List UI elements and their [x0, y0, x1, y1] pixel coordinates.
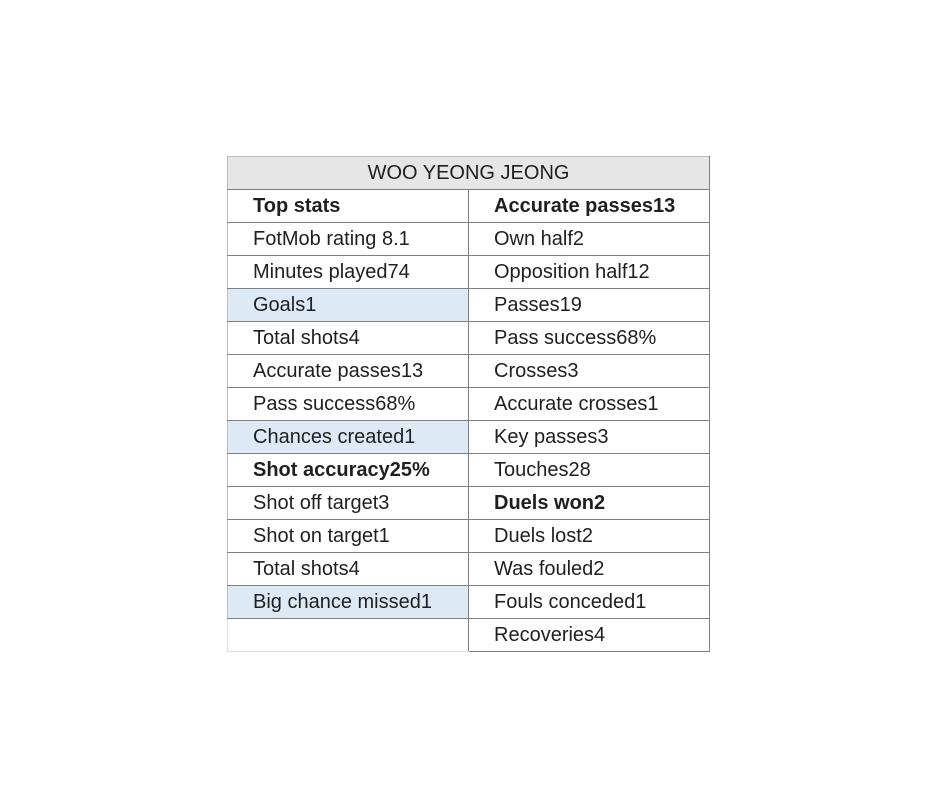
table-row: [228, 190, 710, 223]
table-row: [228, 553, 710, 586]
table-row: [228, 586, 710, 619]
stat-cell-right: Accurate crosses1: [469, 388, 710, 421]
stat-cell-left: FotMob rating 8.1: [228, 223, 469, 256]
stat-cell-right: Own half2: [469, 223, 710, 256]
stat-cell-right: Duels lost2: [469, 520, 710, 553]
stat-cell-left-highlighted: Chances created1: [228, 421, 469, 454]
player-name-title: WOO YEONG JEONG: [228, 157, 710, 190]
stat-cell-left: Pass success68%: [228, 388, 469, 421]
empty-cell: [228, 619, 469, 652]
stat-cell-left: Shot off target3: [228, 487, 469, 520]
stat-cell-left: Minutes played74: [228, 256, 469, 289]
table-title-row: [228, 157, 710, 190]
stat-cell-right: Fouls conceded1: [469, 586, 710, 619]
table-row: [228, 454, 710, 487]
table-row: [228, 487, 710, 520]
stat-cell-left: Shot on target1: [228, 520, 469, 553]
table-row: [228, 388, 710, 421]
stat-cell-left: Total shots4: [228, 322, 469, 355]
stat-cell-right: Recoveries4: [469, 619, 710, 652]
table-row: [228, 223, 710, 256]
table-row: [228, 520, 710, 553]
table-row: [228, 322, 710, 355]
table-row: [228, 355, 710, 388]
player-stats-table: [227, 156, 710, 652]
stat-cell-left: Total shots4: [228, 553, 469, 586]
section-header-accurate-passes: Accurate passes13: [469, 190, 710, 223]
table-row: [228, 289, 710, 322]
section-header-shot-accuracy: Shot accuracy25%: [228, 454, 469, 487]
table-row: [228, 421, 710, 454]
table-row: [228, 256, 710, 289]
stat-cell-left: Accurate passes13: [228, 355, 469, 388]
table-row: [228, 619, 710, 652]
stat-cell-right: Opposition half12: [469, 256, 710, 289]
stat-cell-right: Passes19: [469, 289, 710, 322]
stat-cell-right: Touches28: [469, 454, 710, 487]
section-header-top-stats: Top stats: [228, 190, 469, 223]
stat-cell-right: Crosses3: [469, 355, 710, 388]
stat-cell-left-highlighted: Goals1: [228, 289, 469, 322]
stat-cell-right: Key passes3: [469, 421, 710, 454]
stat-cell-right: Was fouled2: [469, 553, 710, 586]
stat-cell-right: Pass success68%: [469, 322, 710, 355]
section-header-duels-won: Duels won2: [469, 487, 710, 520]
stat-cell-left-highlighted: Big chance missed1: [228, 586, 469, 619]
